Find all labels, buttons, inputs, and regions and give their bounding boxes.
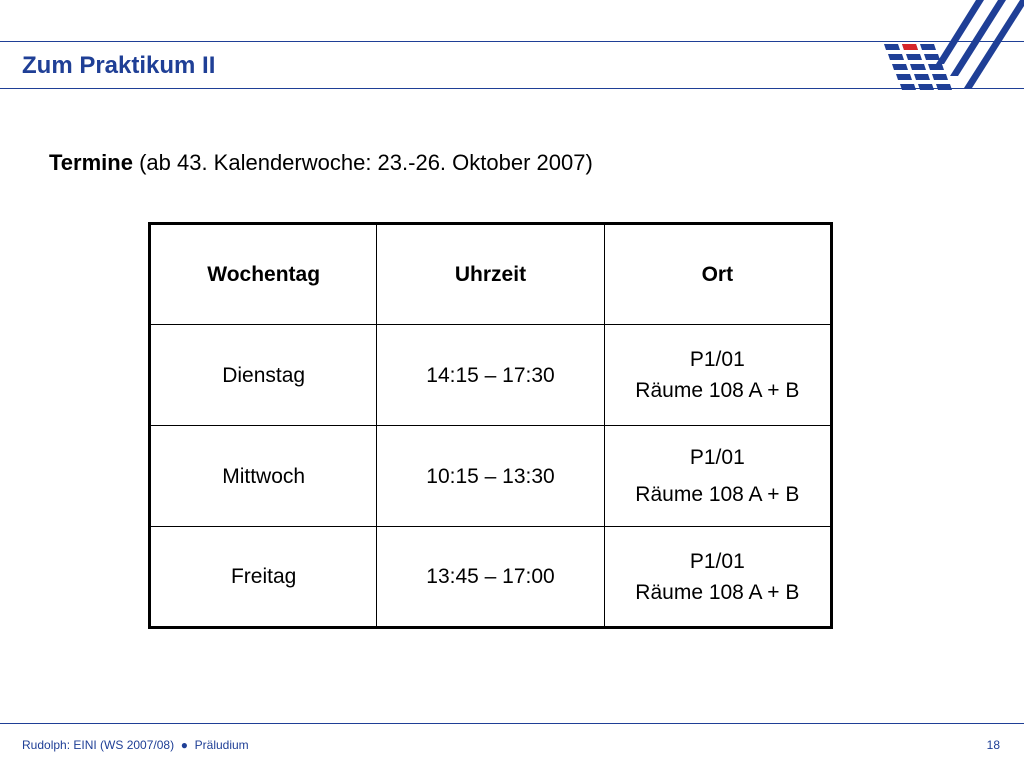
university-logo-icon [870, 0, 1024, 92]
cell-place [604, 527, 831, 628]
cell-day: Dienstag [150, 325, 377, 426]
page-title: Zum Praktikum II [22, 52, 216, 79]
cell-day: Mittwoch [150, 426, 377, 527]
cell-place-line2: Räume 108 A + B [635, 379, 800, 402]
cell-time: 14:15 – 17:30 [377, 325, 604, 426]
table-row [150, 527, 832, 628]
page-number: 18 [986, 738, 1000, 752]
table-header-row [150, 224, 832, 325]
cell-time: 13:45 – 17:00 [377, 527, 604, 628]
cell-place-line2: Räume 108 A + B [635, 580, 800, 604]
cell-place [604, 325, 831, 426]
table-row [150, 325, 832, 426]
column-header-ort: Ort [604, 224, 831, 325]
schedule-table [148, 222, 833, 629]
cell-place [604, 426, 831, 527]
column-header-uhrzeit: Uhrzeit [377, 224, 604, 325]
section-heading-bold: Termine [49, 150, 133, 175]
table-row [150, 426, 832, 527]
footer-rule [0, 723, 1024, 724]
cell-place-line1: P1/01 [689, 549, 745, 573]
section-heading [49, 150, 593, 176]
cell-place-line1: P1/01 [689, 446, 745, 469]
section-heading-text: (ab 43. Kalenderwoche: 23.-26. Oktober 2007) [132, 150, 593, 175]
cell-time: 10:15 – 13:30 [377, 426, 604, 527]
cell-place-line2: Räume 108 A + B [635, 483, 800, 506]
cell-place-line1: P1/01 [689, 348, 745, 371]
footer-text: Rudolph: EINI (WS 2007/08) ● Präludium [22, 738, 249, 752]
cell-day: Freitag [150, 527, 377, 628]
column-header-wochentag: Wochentag [150, 224, 377, 325]
